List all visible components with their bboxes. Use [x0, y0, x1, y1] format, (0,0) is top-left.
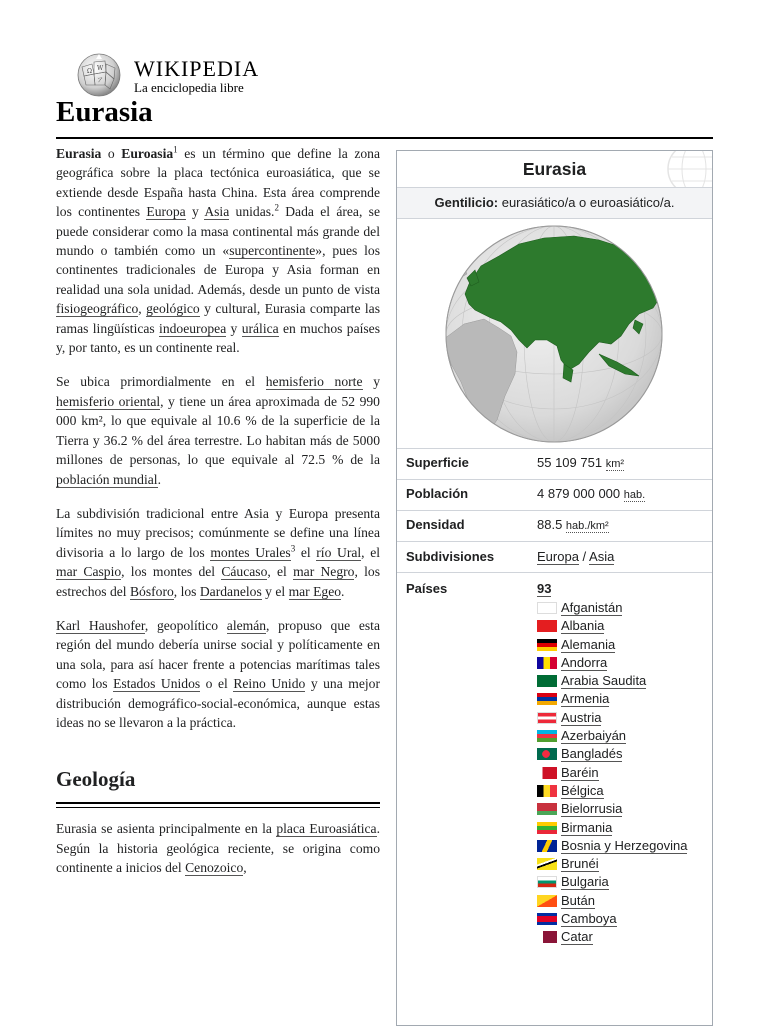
poblacion-label: Población	[406, 486, 469, 501]
eurasia-orthographic-map[interactable]	[439, 224, 669, 449]
wikipedia-wordmark[interactable]: WIKIPEDIA	[134, 56, 260, 81]
text: y cultural, Eurasia comparte las ramas lingüísticas	[56, 301, 381, 336]
gentilicio-label: Gentilicio:	[434, 195, 499, 210]
text: .	[341, 583, 345, 599]
country-item[interactable]	[537, 709, 687, 727]
text: ,	[138, 301, 147, 317]
country-link[interactable]: Azerbaiyán	[561, 728, 627, 744]
text: , el	[267, 564, 294, 580]
link-rio-ural[interactable]: río Ural	[316, 544, 362, 560]
link-estados-unidos[interactable]: Estados Unidos	[113, 676, 201, 692]
country-item[interactable]	[537, 873, 687, 891]
text: Se ubica primordialmente en el	[56, 374, 266, 390]
link-subdiv-europa[interactable]: Europa	[537, 549, 579, 564]
link-cenozoico[interactable]: Cenozoico	[185, 860, 244, 876]
bulgaria-flag-icon[interactable]	[537, 876, 557, 888]
text: , los	[173, 583, 200, 599]
link-reino-unido[interactable]: Reino Unido	[233, 676, 306, 692]
svg-text:Ω: Ω	[87, 68, 92, 75]
belgica-flag-icon[interactable]	[537, 785, 557, 797]
link-dardanelos[interactable]: Dardanelos	[199, 583, 262, 599]
text: , geopolítico	[144, 617, 227, 633]
country-item[interactable]	[537, 672, 687, 690]
text: , y tiene un área aproximada de 52 990 000 km², lo que equivale al 10.6 % de la superficie de la Tierra y 36.2 % del área terrestre. Lo habitan más de 5000 millones de personas, lo que equivale al 72.5 % de la	[56, 393, 380, 468]
country-item[interactable]	[537, 764, 687, 782]
text: Eurasia se asienta principalmente en la	[56, 821, 277, 837]
camboya-flag-icon[interactable]	[537, 913, 557, 925]
superficie-unit[interactable]: km²	[605, 458, 625, 470]
infobox-title-text: Eurasia	[522, 159, 587, 179]
azerbaiyan-flag-icon[interactable]	[537, 730, 557, 742]
text: y una mejor distribución demográfico-social-económica, aunque estas ideas no se llevaron a la práctica.	[56, 676, 380, 730]
text: y el	[261, 583, 289, 599]
text: 4 879 000 000	[537, 486, 624, 501]
text: . Según la historia geológica reciente, se origina como continente a inicios del	[56, 821, 380, 876]
albania-flag-icon[interactable]	[537, 620, 557, 632]
country-item[interactable]	[537, 690, 687, 708]
text: o	[101, 146, 122, 161]
svg-text:W: W	[97, 65, 104, 72]
subdivisiones-label: Subdivisiones	[406, 549, 495, 564]
text: .	[157, 471, 161, 487]
wikipedia-tagline: La enciclopedia libre	[134, 80, 244, 95]
country-link[interactable]: Baréin	[561, 764, 599, 780]
gentilicio-value: eurasiático/a o euroasiático/a.	[498, 195, 675, 210]
link-mar-negro[interactable]: mar Negro	[293, 564, 355, 580]
country-list	[537, 581, 687, 947]
superficie-value	[537, 455, 624, 470]
link-karl-haushofer[interactable]: Karl Haushofer	[56, 617, 145, 633]
link-hemisferio-norte[interactable]: hemisferio norte	[265, 374, 363, 390]
poblacion-unit[interactable]: hab.	[623, 489, 646, 501]
reference-2[interactable]: 2	[274, 202, 279, 213]
text: 88.5	[537, 517, 566, 532]
reference-3[interactable]: 3	[290, 543, 296, 554]
infobox-row-densidad	[397, 511, 712, 542]
butan-flag-icon[interactable]	[537, 895, 557, 907]
paragraph-location	[56, 372, 380, 488]
paises-count[interactable]: 93	[537, 581, 552, 596]
birmania-flag-icon[interactable]	[537, 822, 557, 834]
country-link[interactable]: Albania	[561, 618, 605, 634]
bold-term: Euroasia	[121, 146, 174, 161]
country-item[interactable]	[537, 654, 687, 672]
country-item[interactable]	[537, 837, 687, 855]
country-link[interactable]: Birmania	[561, 819, 613, 835]
infobox-row-paises	[397, 573, 712, 993]
densidad-value	[537, 517, 609, 532]
bielorrusia-flag-icon[interactable]	[537, 803, 557, 815]
link-caucaso[interactable]: Cáucaso	[221, 564, 268, 580]
infobox	[396, 150, 713, 1026]
brunei-flag-icon[interactable]	[537, 858, 557, 870]
country-link[interactable]: Bielorrusia	[561, 801, 623, 817]
title-divider	[56, 137, 713, 139]
country-link[interactable]: Bosnia y Herzegovina	[561, 837, 688, 853]
alemania-flag-icon[interactable]	[537, 639, 557, 651]
country-item[interactable]	[537, 800, 687, 818]
infobox-map[interactable]	[397, 219, 712, 449]
infobox-row-superficie	[397, 449, 712, 480]
text: , el	[361, 544, 381, 560]
reference-1[interactable]: 1	[173, 144, 178, 155]
text: Dada el área, se puede considerar como la masa continental más grande del mundo o también como un «	[56, 204, 380, 259]
subdivisiones-value	[537, 549, 614, 564]
country-link[interactable]: Austria	[561, 709, 602, 725]
section-heading-geologia: Geología	[56, 767, 136, 792]
section-divider	[56, 802, 380, 808]
country-link[interactable]: Brunéi	[561, 856, 599, 872]
country-item[interactable]	[537, 782, 687, 800]
poblacion-value	[537, 486, 645, 501]
article-body	[56, 144, 380, 893]
link-montes-urales[interactable]: montes Urales	[210, 544, 291, 560]
afganistan-flag-icon[interactable]	[537, 602, 557, 614]
link-mar-egeo[interactable]: mar Egeo	[288, 583, 342, 599]
infobox-gentilicio	[397, 187, 712, 219]
link-mar-caspio[interactable]: mar Caspio	[56, 564, 122, 580]
text: /	[578, 549, 590, 564]
densidad-label: Densidad	[406, 517, 465, 532]
text: ,	[243, 860, 247, 876]
text: y	[362, 374, 380, 390]
paragraph-intro	[56, 144, 380, 357]
andorra-flag-icon[interactable]	[537, 657, 557, 669]
country-link[interactable]: Bután	[561, 892, 595, 908]
superficie-label: Superficie	[406, 455, 469, 470]
paises-label: Países	[406, 581, 448, 596]
country-link[interactable]: Armenia	[561, 691, 610, 707]
svg-text:ア: ア	[97, 77, 104, 84]
country-item[interactable]	[537, 928, 687, 946]
text: y	[226, 320, 242, 336]
link-supercontinente[interactable]: supercontinente	[229, 243, 316, 259]
link-asia[interactable]: Asia	[204, 204, 230, 220]
country-item[interactable]	[537, 636, 687, 654]
text: es un término que define la zona geográfica sobre la placa tectónica euroasiática, que se extiende desde España hasta China. Esta área comprende los continentes	[56, 146, 380, 220]
link-bosforo[interactable]: Bósforo	[129, 583, 174, 599]
country-item[interactable]	[537, 892, 687, 910]
country-item[interactable]	[537, 599, 687, 617]
text: », pues los continentes tradicionales de Europa y Asia forman en realidad una sola unidad. Además, desde un punto de vista	[56, 243, 380, 297]
barein-flag-icon[interactable]	[537, 767, 557, 779]
banglades-flag-icon[interactable]	[537, 748, 557, 760]
text: 55 109 751	[537, 455, 606, 470]
text: , propuso que esta región del mundo debería unirse social y políticamente en una sola, para así hacer frente a potencias marítimas tales como los	[56, 617, 380, 692]
country-link[interactable]: Bulgaria	[561, 874, 609, 890]
text: y	[185, 204, 205, 220]
country-item[interactable]	[537, 855, 687, 873]
text: o el	[200, 676, 234, 692]
link-aleman[interactable]: alemán	[226, 617, 267, 633]
text: unidas.	[229, 204, 275, 220]
country-link[interactable]: Camboya	[561, 911, 617, 927]
link-subdiv-asia[interactable]: Asia	[589, 549, 615, 564]
text: La subdivisión tradicional entre Asia y Europa presenta límites no muy precisos; comúnmente se define una línea divisoria a lo largo de los	[56, 505, 380, 560]
globe-watermark-icon	[632, 151, 712, 187]
austria-flag-icon[interactable]	[537, 712, 557, 724]
link-poblacion-mundial[interactable]: población mundial	[56, 471, 158, 487]
infobox-row-subdivisiones	[397, 542, 712, 573]
paragraph-geologia	[56, 819, 380, 877]
text: en muchos países y, por tanto, es un continente real.	[56, 320, 380, 356]
link-placa-euroasiatica[interactable]: placa Euroasiática	[276, 821, 377, 837]
paragraph-haushofer	[56, 616, 380, 732]
link-uralica[interactable]: urálica	[241, 320, 279, 336]
country-link[interactable]: Arabia Saudita	[561, 673, 647, 689]
country-link[interactable]: Alemania	[561, 636, 616, 652]
puzzle-globe-icon[interactable]	[74, 52, 124, 98]
country-link[interactable]: Afganistán	[561, 600, 623, 615]
country-link[interactable]: Andorra	[561, 654, 608, 670]
link-hemisferio-oriental[interactable]: hemisferio oriental	[56, 393, 161, 409]
country-item[interactable]	[537, 910, 687, 928]
infobox-title	[397, 151, 712, 187]
link-europa[interactable]: Europa	[146, 204, 186, 220]
country-link[interactable]: Catar	[561, 929, 593, 945]
arabia-flag-icon[interactable]	[537, 675, 557, 687]
country-link[interactable]: Bélgica	[561, 782, 604, 798]
text: , los montes del	[121, 564, 222, 580]
country-item[interactable]	[537, 727, 687, 745]
country-link[interactable]: Bangladés	[561, 746, 623, 762]
densidad-unit[interactable]: hab./km²	[565, 520, 609, 532]
text: , los estrechos del	[56, 564, 380, 599]
link-indoeuropea[interactable]: indoeuropea	[159, 320, 227, 336]
link-geologico[interactable]: geológico	[146, 301, 200, 317]
country-item[interactable]	[537, 819, 687, 837]
paragraph-subdivision	[56, 504, 380, 601]
infobox-row-poblacion	[397, 480, 712, 511]
bold-term: Eurasia	[56, 146, 102, 161]
catar-flag-icon[interactable]	[537, 931, 557, 943]
link-fisiogeografico[interactable]: fisiogeográfico	[56, 301, 139, 317]
page-title: Eurasia	[56, 96, 153, 128]
country-item[interactable]	[537, 617, 687, 635]
text: el	[295, 544, 317, 560]
country-item[interactable]	[537, 745, 687, 763]
armenia-flag-icon[interactable]	[537, 693, 557, 705]
bosnia-flag-icon[interactable]	[537, 840, 557, 852]
